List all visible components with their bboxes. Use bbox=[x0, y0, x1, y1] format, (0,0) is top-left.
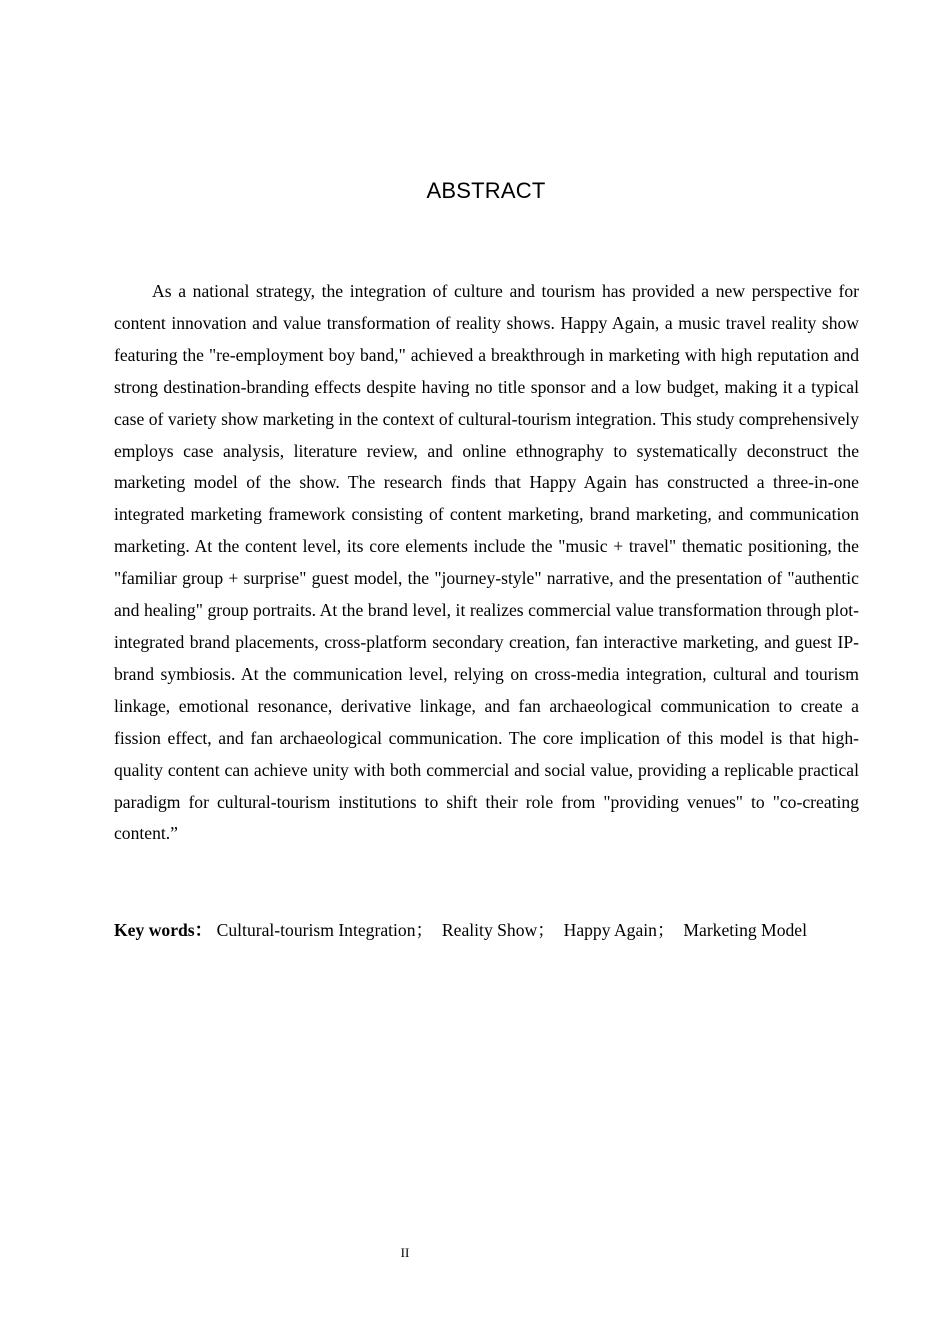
keyword-separator: ； bbox=[656, 920, 675, 940]
keyword-separator: ； bbox=[537, 920, 555, 940]
abstract-title: ABSTRACT bbox=[426, 178, 546, 203]
keywords-label: Key words： bbox=[114, 920, 213, 940]
keyword-item: Cultural-tourism Integration bbox=[216, 920, 416, 940]
keyword-item: Reality Show bbox=[441, 920, 538, 940]
keywords-line bbox=[114, 915, 859, 947]
page-number: II bbox=[400, 1245, 410, 1260]
keyword-item: Marketing Model bbox=[683, 920, 807, 940]
keyword-item: Happy Again bbox=[563, 920, 657, 940]
keyword-separator: ； bbox=[415, 920, 434, 940]
abstract-body: As a national strategy, the integration of culture and tourism has provided a new perspective for content innovation and value transformation of reality shows. Happy Again, a music travel reality show featuring the "re-employment boy band," achieved a breakthrough in marketing with high reputation and strong destination-branding effects despite having no title sponsor and a low budget, making it a typical case of variety show marketing in the context of cultural-tourism integration. This study comprehensively employs case analysis, literature review, and online ethnography to systematically deconstruct the marketing model of the show. The research finds that Happy Again has constructed a three-in-one integrated marketing framework consisting of content marketing, brand marketing, and communication marketing. At the content level, its core elements include the "music + travel" thematic positioning, the "familiar group + surprise" guest model, the "journey-style" narrative, and the presentation of "authentic and healing" group portraits. At the brand level, it realizes commercial value transformation through plot-integrated brand placements, cross-platform secondary creation, fan interactive marketing, and guest IP-brand symbiosis. At the communication level, relying on cross-media integration, cultural and tourism linkage, emotional resonance, derivative linkage, and fan archaeological communication to create a fission effect, and fan archaeological communication. The core implication of this model is that high-quality content can achieve unity with both commercial and social value, providing a replicable practical paradigm for cultural-tourism institutions to shift their role from "providing venues" to "co-creating content.” bbox=[114, 281, 859, 844]
